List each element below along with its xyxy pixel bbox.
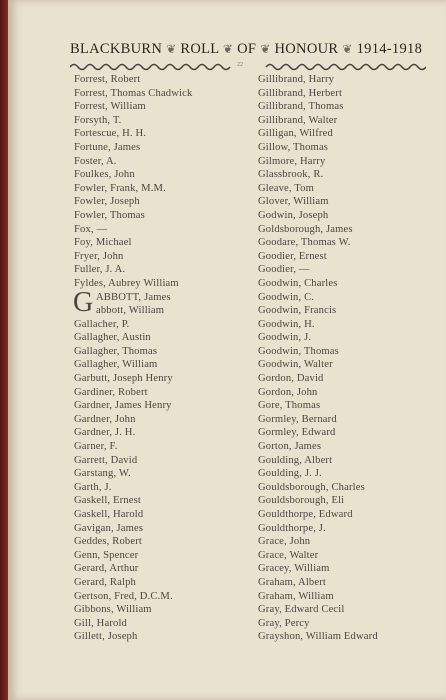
name-entry: Goodwin, Thomas [258, 345, 339, 357]
name-entry: Gaskell, Harold [74, 509, 144, 520]
name-entry: Gray, Edward Cecil [258, 604, 345, 616]
name-entry: Goodwin, Charles [258, 277, 338, 289]
name-entry: Grace, John [258, 536, 311, 548]
name-entry: Gordon, David [258, 373, 324, 385]
name-entry: Gerard, Arthur [74, 563, 139, 575]
name-entry: Grayshon, William Edward [258, 631, 378, 643]
header-word-honour: HONOUR [274, 41, 339, 57]
names-column-left [74, 73, 192, 644]
name-entry: Gillibrand, Harry [258, 74, 335, 85]
name-entry: Gallagher, Austin [74, 332, 151, 344]
name-entry: Gallagher, Thomas [74, 345, 158, 357]
name-entry: Gallagher, William [74, 359, 158, 371]
fleuron-icon: ❦ [166, 42, 177, 56]
name-entry: Godwin, Joseph [258, 209, 329, 221]
page-header [70, 41, 430, 58]
name-entry: Fortune, James [74, 141, 141, 153]
page-number: 22 [237, 62, 243, 68]
header-town: BLACKBURN [70, 41, 163, 57]
fleuron-icon: ❦ [260, 42, 271, 56]
fleuron-icon: ❦ [342, 42, 353, 56]
name-entry: Gilmore, Harry [258, 155, 326, 167]
name-entry: Gavigan, James [74, 522, 144, 534]
name-entry: Gillow, Thomas [258, 141, 329, 153]
name-entry: Goodwin, Francis [258, 305, 337, 317]
name-entry: Gertson, Fred, D.C.M. [74, 590, 173, 602]
ornamental-rule [70, 62, 426, 72]
name-entry: Gallacher, P. [74, 318, 130, 330]
name-entry: Gormley, Bernard [258, 413, 337, 425]
name-entry: Gaskell, Ernest [74, 495, 141, 507]
name-entry: Graham, Albert [258, 576, 326, 588]
names-column-right [258, 73, 378, 644]
name-entry: Forrest, Robert [74, 74, 141, 85]
name-entry: Gillibrand, Walter [258, 114, 338, 126]
name-entry: Gardiner, Robert [74, 386, 148, 398]
name-entry: Glover, William [258, 196, 329, 208]
name-entry: Fowler, Frank, M.M. [74, 182, 166, 194]
name-entry: Grace, Walter [258, 549, 319, 561]
name-entry: Goodwin, J. [258, 332, 312, 344]
name-entry: Gillibrand, Herbert [258, 87, 343, 99]
name-entry: Gorton, James [258, 441, 322, 453]
name-entry: Gardner, James Henry [74, 400, 172, 412]
name-entry: Goodwin, C. [258, 291, 315, 303]
header-word-roll: ROLL [180, 41, 219, 57]
header-word-of: OF [237, 41, 257, 57]
name-entry: Gilligan, Wilfred [258, 128, 333, 140]
header-years: 1914-1918 [356, 41, 423, 57]
name-entry: Gerard, Ralph [74, 576, 136, 588]
name-entry: Goodwin, Walter [258, 359, 333, 371]
name-entry: Gardner, J. H. [74, 427, 136, 439]
name-entry: Forrest, William [74, 101, 146, 113]
name-entry: Gouldthorpe, J. [258, 522, 326, 534]
name-entry: Goodier, — [258, 264, 310, 276]
name-entry: ABBOTT, James [96, 291, 171, 303]
name-entry: Forrest, Thomas Chadwick [74, 87, 193, 99]
name-entry: Goodare, Thomas W. [258, 237, 351, 249]
name-entry: Goulding, Albert [258, 454, 333, 466]
name-entry: Geddes, Robert [74, 536, 143, 548]
name-entry: Fowler, Thomas [74, 209, 145, 221]
name-entry: Foulkes, John [74, 169, 135, 181]
name-entry: Gibbons, William [74, 604, 152, 616]
name-entry: Gouldsborough, Eli [258, 495, 345, 507]
name-entry: Gleave, Tom [258, 182, 315, 194]
name-entry: Foy, Michael [74, 237, 132, 249]
name-entry: Gouldsborough, Charles [258, 481, 365, 493]
name-entry: Genn, Spencer [74, 549, 139, 561]
name-entry: Goodier, Ernest [258, 250, 327, 262]
book-page [8, 0, 446, 700]
name-entry: Gordon, John [258, 386, 318, 398]
book-spine-edge [0, 0, 8, 700]
name-entry: Forsyth, T. [74, 114, 122, 126]
name-entry: Goulding, J. J. [258, 468, 322, 480]
name-entry: Gardner, John [74, 413, 136, 425]
name-entry: Fuller, J. A. [74, 264, 126, 276]
name-entry: Foster, A. [74, 155, 117, 167]
name-entry: Garrett, David [74, 454, 138, 466]
name-entry: Gouldthorpe, Edward [258, 509, 353, 520]
name-entry: Gracey, William [258, 563, 330, 575]
name-entry: Fowler, Joseph [74, 196, 140, 208]
name-entry: Gray, Percy [258, 617, 310, 629]
name-entry: Glassbrook, R. [258, 169, 324, 181]
name-entry: Fox, — [74, 223, 108, 235]
name-entry: Gillett, Joseph [74, 631, 138, 643]
name-entry: Garstang, W. [74, 468, 131, 480]
name-entry: Gore, Thomas [258, 400, 321, 412]
name-entry: abbott, William [96, 305, 165, 317]
name-entry: Fortescue, H. H. [74, 128, 147, 140]
dropcap-entry-group [73, 286, 192, 318]
name-entry: Gill, Harold [74, 617, 127, 629]
name-entry: Goodwin, H. [258, 318, 315, 330]
name-entry: Goldsborough, James [258, 223, 353, 235]
name-entry: Garth, J. [74, 481, 112, 493]
name-entry: Fyldes, Aubrey William [74, 277, 179, 289]
name-entry: Garbutt, Joseph Henry [74, 373, 173, 385]
name-entry: Garner, F. [74, 441, 118, 453]
name-entry: Graham, William [258, 590, 334, 602]
name-entry: Fryer, John [74, 250, 124, 262]
name-entry: Gillibrand, Thomas [258, 101, 344, 113]
fleuron-icon: ❦ [222, 42, 234, 56]
name-entry: Gormley, Edward [258, 427, 336, 439]
drop-cap-letter: G [73, 286, 94, 318]
